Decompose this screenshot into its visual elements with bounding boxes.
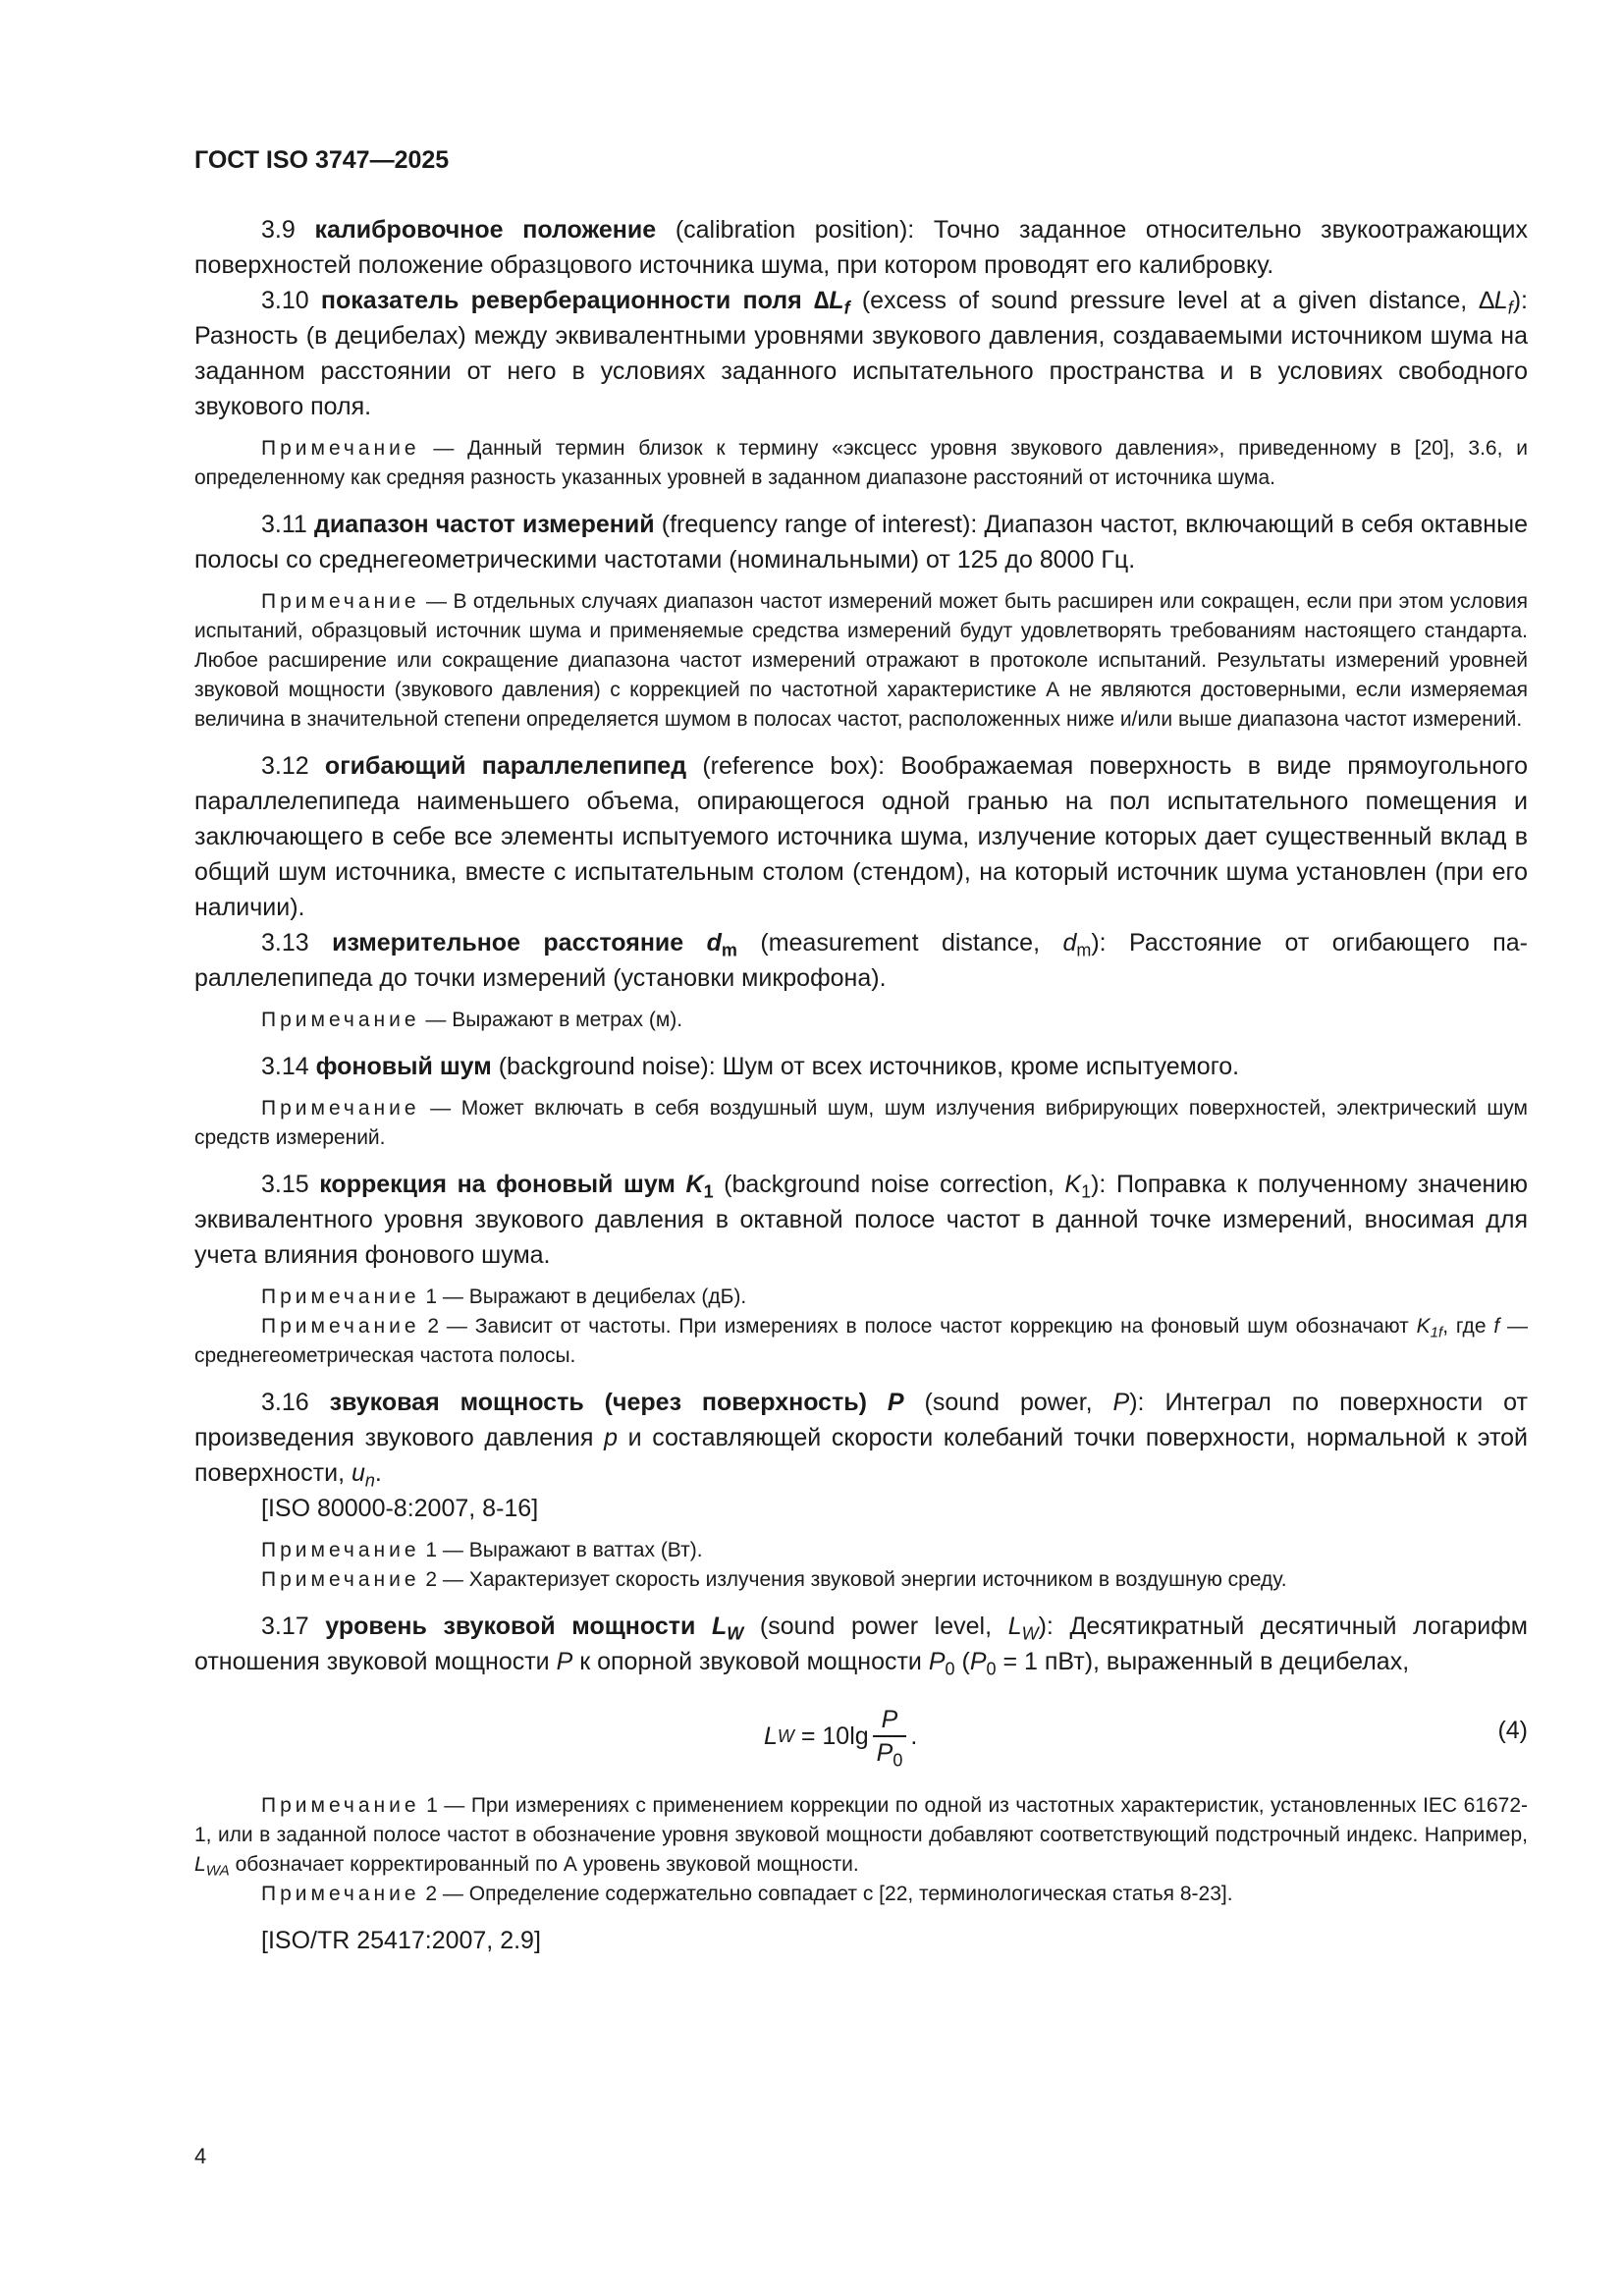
note-3-10: Примечание — Данный термин близок к термину «эксцесс уровня звукового давления», приведенному в [20], 3.6, и определенному как средняя разность указанных уровней в заданном диапазоне расстояний от источника шума. [194,437,1528,489]
term-reference-box: огибающий параллелепипед [324,752,687,780]
note-3-15-1: Примечание 1 — Выражают в децибелах (дБ). [261,1285,747,1308]
note-3-11: Примечание — В отдельных случаях диапазон частот измерений может быть расширен или сокращен, если при этом условия испытаний, образцовый источник шума и применяемые средства измерений будут удовлетворять требованиям настоящего стандарта. Любое расширение или сокращение диапазона частот измерений отражают в протоколе испытаний. Результаты измерений уровней звуковой мощности (звукового давления) с коррекцией по частотной характеристике А не являются достоверными, если измеряемая величина в значительной степени определяется шумом в полосах частот, расположенных ниже и/или выше диапазона частот измерений. [194,590,1528,731]
document-header: ГОСТ ISO 3747—2025 [194,146,450,174]
note-3-17-1: Примечание 1 — При измерениях с применением коррекции по одной из частотных характеристик, установленных IEC 61672-1, или в заданной полосе частот в обозначение уровня звуковой мощности добавляют соответствующий подстрочный индекс. Например, $L_{WA}$ обозначает корректированный по А уровень звуковой мощности. [194,1794,1528,1880]
note-3-13: Примечание — Выражают в метрах (м). [261,1009,683,1031]
clause-3-15: 3.15 коррекция на фоновый шум $K_1$ (background noise correction, $K_1$): Поправка к полученному значению эквивалентного уровня звукового давления в октавной полосе частот в данной точке измерений, вносимая для учета влияния фонового шума. [194,1171,1528,1269]
clause-3-14: 3.14 фоновый шум (background noise): Шум от всех источников, кроме испытуемого. [261,1053,1240,1080]
clause-3-9: 3.9 калибровочное положение (calibration position): Точно заданное относительно звукоотражающих поверхностей положение образцового источника шума, при котором проводят его калибровку. [194,216,1528,279]
formula-4 [194,1687,1528,1781]
clause-3-17: 3.17 уровень звуковой мощности $L_W$ (sound power level, $L_W$): Десятикратный десятичный логарифм отношения звуковой мощности P к опорной звуковой мощности $P_0$ ($P_0 = 1$ пВт), выраженный в децибелах, [194,1613,1528,1679]
clause-3-16: 3.16 звуковая мощность (через поверхность) P (sound power, P): Интеграл по поверхности от произведения звукового давления p и составляющей скорости колебаний точки поверхности, нормальной к этой поверхности, $u_n$. [194,1389,1528,1491]
term-measurement-distance: измерительное расстояние [332,929,707,957]
reference-3-17: [ISO/TR 25417:2007, 2.9] [261,1927,541,1954]
note-3-15-2: Примечание 2 — Зависит от частоты. При измерениях в полосе частот коррекцию на фоновый шум обозначают $K_{1f}$, где f — среднегеометрическая частота полосы. [194,1315,1528,1367]
term-excess-level: показатель реверберационности поля [320,287,814,314]
clause-3-12: 3.12 огибающий параллелепипед (reference box): Воображаемая поверхность в виде прямоугольного параллелепипеда наименьшего объема, опирающегося одной гранью на пол испытательного помещения и заключающего в себе все элементы испытуемого источника шума, излучение которых дает существенный вклад в общий шум источника, вместе с испытательным столом (стендом), на который источник шума установлен (при его наличии). [194,752,1529,921]
clause-3-10: 3.10 показатель реверберационности поля $\Delta L_f$ (excess of sound pressure level at a given distance, $\Delta L_f$): Разность (в децибелах) между эквивалентными уровнями звукового давления, создаваемыми источником шума на заданном расстоянии от него в условиях заданного испытательного пространства и в условиях свободного звукового поля. [194,287,1528,420]
term-background-noise: фоновый шум [315,1053,492,1080]
document-page [194,145,1528,1958]
term-background-noise-correction: коррекция на фоновый шум [319,1171,686,1198]
note-3-17-2: Примечание 2 — Определение содержательно совпадает с [22, терминологическая статья 8-23]. [261,1883,1233,1905]
note-3-16-1: Примечание 1 — Выражают в ваттах (Вт). [261,1539,703,1561]
term-frequency-range: диапазон частот измерений [313,511,655,538]
term-sound-power-level: уровень звуковой мощности [325,1613,712,1640]
formula-expression: L W = 10lg $\frac{P}{P_0}$ . [764,1706,918,1771]
reference-3-16: [ISO 80000-8:2007, 8-16] [261,1495,539,1522]
clause-3-13: 3.13 измерительное расстояние $d_m$ (measurement distance, $d_m$): Расстояние от огибающего параллелепипеда до точки измерений (установки микрофона). [194,929,1528,992]
formula-fraction: $\frac{P}{P_0}$ [873,1704,907,1769]
formula-number: (4) [1497,1717,1528,1744]
page-number: 4 [194,2144,207,2168]
note-3-16-2: Примечание 2 — Характеризует скорость излучения звуковой энергии источником в воздушную среду. [261,1568,1287,1591]
note-3-14: Примечание — Может включать в себя воздушный шум, шум излучения вибрирующих поверхностей, электрический шум средств измерений. [194,1097,1528,1149]
term-calibration-position: калибровочное положение [314,216,657,244]
clause-3-11: 3.11 диапазон частот измерений (frequency range of interest): Диапазон частот, включающий в себя октавные полосы со среднегеометрическими частотами (номинальными) от 125 до 8000 Гц. [194,511,1528,574]
term-sound-power: звуковая мощность (через поверхность) [329,1389,888,1416]
